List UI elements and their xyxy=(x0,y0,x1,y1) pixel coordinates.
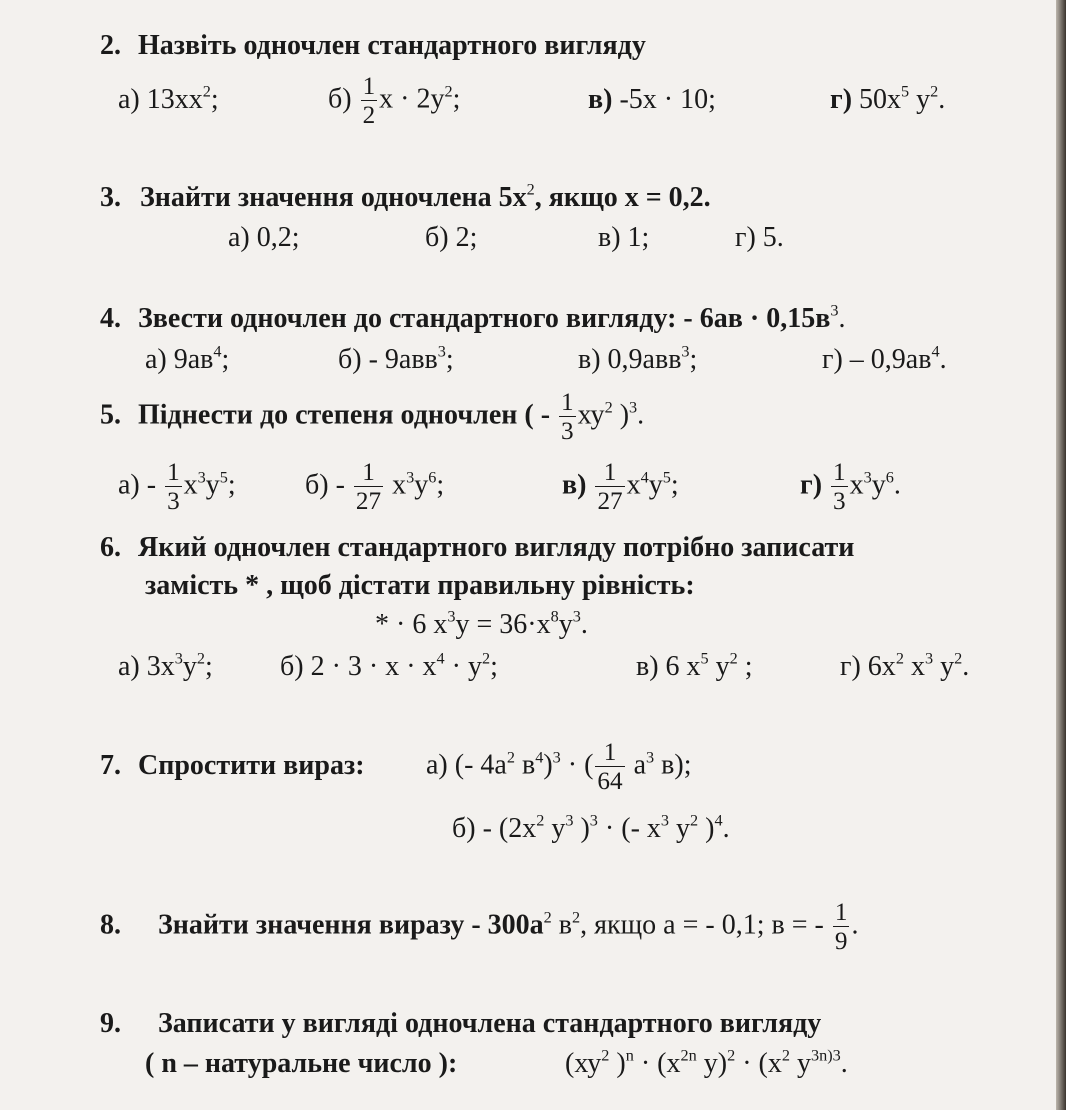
math-text: у xyxy=(205,469,220,501)
math-text: 2n xyxy=(680,1046,697,1065)
task-title: Назвіть одночлен стандартного вигляду xyxy=(138,30,646,61)
math-text: х xyxy=(903,651,925,682)
math-text: Звести одночлен до стандартного вигляду: - 6ав · 0,15в xyxy=(138,303,831,334)
task-6-option-c xyxy=(636,649,753,682)
math-text: Записати у вигляді одночлена стандартного вигляду xyxy=(158,1008,822,1039)
math-text: у xyxy=(708,651,730,682)
math-text: 2 xyxy=(572,908,581,927)
math-text: 6 xyxy=(428,468,437,487)
math-text: 3 xyxy=(833,488,846,516)
task-7-part-b xyxy=(452,811,730,844)
math-text: ) xyxy=(543,749,553,781)
page-edge-shadow xyxy=(1056,0,1066,1110)
task-4-option-c xyxy=(578,342,698,375)
math-text: · (х xyxy=(633,1048,681,1079)
math-text: 4 xyxy=(931,342,940,361)
math-text: 5 xyxy=(662,468,671,487)
math-text: 3 xyxy=(406,468,415,487)
math-text: в) 0,9авв xyxy=(578,344,682,375)
math-text: ; xyxy=(436,469,445,501)
math-text: . xyxy=(838,303,846,334)
math-text: в) xyxy=(588,84,613,115)
task-9-expression xyxy=(565,1046,848,1079)
math-text: . xyxy=(851,909,859,941)
fraction xyxy=(595,740,624,794)
math-text: 2 xyxy=(954,649,963,668)
fraction xyxy=(559,390,576,444)
fraction xyxy=(595,460,624,514)
math-text: у xyxy=(182,651,197,682)
math-text: ) xyxy=(612,399,630,431)
math-text: а) - xyxy=(118,469,157,501)
math-text: в) xyxy=(562,469,587,501)
math-text: у xyxy=(414,469,429,501)
math-text: . xyxy=(893,469,901,501)
math-text: ; xyxy=(227,469,236,501)
task-number: 6. xyxy=(100,532,121,563)
math-text: а) 9ав xyxy=(145,344,214,375)
math-text: ; xyxy=(737,651,753,682)
math-text: ; xyxy=(221,344,230,375)
task-number: 9. xyxy=(100,1008,121,1039)
math-text: 3 xyxy=(660,811,670,830)
math-text: 3 xyxy=(447,607,456,626)
math-text: ; xyxy=(689,344,698,375)
math-text: ; xyxy=(210,84,219,115)
math-text: 3n) xyxy=(810,1046,833,1065)
task-2-option-b xyxy=(328,74,460,128)
math-text: у = 36·х xyxy=(455,609,551,640)
task-5-option-a xyxy=(118,460,236,514)
math-text: 2 xyxy=(543,908,552,927)
math-text: Знайти значення одночлена 5х xyxy=(140,182,527,213)
task-2-heading xyxy=(100,32,646,60)
math-text: у) xyxy=(696,1048,728,1079)
task-number: 8. xyxy=(100,909,121,941)
math-text: ху xyxy=(577,399,605,431)
task-3-option-b: б) 2; xyxy=(425,222,478,253)
math-text: х · 2у xyxy=(379,83,445,115)
math-text: х xyxy=(626,469,641,501)
task-2-option-d xyxy=(830,82,946,115)
math-text: у xyxy=(544,813,566,844)
math-text: . xyxy=(939,344,947,375)
task-3-option-d: г) 5. xyxy=(735,222,784,253)
math-text: · (х xyxy=(735,1048,782,1079)
math-text: 2 xyxy=(444,82,453,101)
math-text: 5 xyxy=(700,649,709,668)
math-text: 2 xyxy=(729,649,738,668)
task-5-option-d xyxy=(800,460,901,514)
math-text: б) - (2х xyxy=(452,813,537,844)
math-text: 2 xyxy=(482,649,491,668)
math-text: 3 xyxy=(561,418,574,446)
math-text: х xyxy=(392,469,407,501)
math-text: 3 xyxy=(681,342,690,361)
math-text: 2 xyxy=(536,811,545,830)
fraction xyxy=(165,460,182,514)
math-text: 3 xyxy=(552,748,561,767)
task-3-heading xyxy=(100,180,711,213)
task-8-line xyxy=(100,900,858,954)
math-text: (ху xyxy=(565,1048,602,1079)
math-text: 3 xyxy=(437,342,446,361)
math-text: 2 xyxy=(930,82,939,101)
math-text: б) xyxy=(328,83,352,115)
math-text: б) - 9авв xyxy=(338,344,438,375)
task-number: 5. xyxy=(100,399,121,431)
math-text: * · 6 х xyxy=(375,609,448,640)
math-text: , якщо а = - 0,1; в = - xyxy=(580,909,824,941)
math-text: 3 xyxy=(565,811,574,830)
math-text: 2 xyxy=(196,649,206,668)
math-text: 2 xyxy=(506,748,515,767)
math-text: Який одночлен стандартного вигляду потрібно записати xyxy=(138,532,855,563)
math-text: 3 xyxy=(646,748,655,767)
math-text: 50х xyxy=(859,84,902,115)
math-text: 5 xyxy=(901,82,910,101)
math-text: 4 xyxy=(640,468,649,487)
math-text: Піднести до степеня одночлен ( - xyxy=(138,399,551,431)
task-5-heading xyxy=(100,390,644,444)
task-6-equation xyxy=(375,607,588,640)
math-text: у xyxy=(789,1048,811,1079)
math-text: 27 xyxy=(355,488,382,516)
math-text: ; xyxy=(490,651,498,682)
math-text: у xyxy=(648,469,663,501)
math-text: Спростити вираз: xyxy=(138,750,365,781)
task-4-option-a xyxy=(145,342,230,375)
task-number: 2. xyxy=(100,30,121,61)
math-text: 2 xyxy=(202,82,211,101)
math-text: . xyxy=(580,609,588,640)
math-text: ; xyxy=(670,469,679,501)
math-text: 3 xyxy=(167,488,180,516)
math-text: 5 xyxy=(219,468,228,487)
math-text: а) xyxy=(118,84,140,115)
math-text: а) (- 4а xyxy=(426,749,507,781)
task-2-option-c xyxy=(588,86,716,114)
task-number: 4. xyxy=(100,303,121,334)
math-text: n xyxy=(625,1046,634,1065)
math-text: 3 xyxy=(197,468,206,487)
task-6-option-b xyxy=(280,649,498,682)
math-text: 3 xyxy=(629,398,638,417)
math-text: 1 xyxy=(354,460,383,487)
math-text: 3 xyxy=(830,301,839,320)
math-text: 6 xyxy=(885,468,894,487)
math-text: 1 xyxy=(167,459,180,486)
math-text: 3 xyxy=(174,649,183,668)
math-text: г) xyxy=(800,469,823,501)
math-text: 3 xyxy=(924,649,934,668)
math-text: 64 xyxy=(597,768,623,796)
math-text: а) 3х xyxy=(118,651,175,682)
math-text: 3 xyxy=(863,468,872,487)
math-text: у xyxy=(669,813,691,844)
math-text: 2 xyxy=(895,649,904,668)
math-text: ) xyxy=(573,813,590,844)
task-6-heading-line-2: замість * , щоб дістати правильну рівність: xyxy=(145,570,695,601)
math-text: в) 6 х xyxy=(636,651,701,682)
task-4-option-b xyxy=(338,342,454,375)
math-text: х xyxy=(183,469,198,501)
task-4-heading xyxy=(100,301,846,334)
math-text: 2 xyxy=(601,1046,610,1065)
math-text: б) 2 · 3 · х · х xyxy=(280,651,437,682)
math-text: г) xyxy=(830,84,853,115)
math-text: -5х · 10; xyxy=(619,84,716,115)
math-text: · ( xyxy=(560,749,594,781)
math-text: 4 xyxy=(535,748,544,767)
math-text: 13хх xyxy=(146,84,203,115)
math-text: г) – 0,9ав xyxy=(822,344,932,375)
task-2-option-a xyxy=(118,82,219,115)
math-text: ) xyxy=(609,1048,626,1079)
task-3-option-a: а) 0,2; xyxy=(228,222,300,253)
task-5-option-c xyxy=(562,460,679,514)
math-text: у xyxy=(933,651,955,682)
task-6-option-a xyxy=(118,649,213,682)
math-text: . xyxy=(637,399,645,431)
math-text: 1 xyxy=(561,389,574,416)
math-text: 8 xyxy=(550,607,559,626)
fraction xyxy=(354,460,383,514)
math-text: ) xyxy=(698,813,715,844)
math-text: 2 xyxy=(526,180,535,199)
math-text: 27 xyxy=(597,488,623,516)
math-text: 3 xyxy=(572,607,581,626)
task-4-option-d xyxy=(822,342,947,375)
math-text: ; xyxy=(205,651,213,682)
math-text: 1 xyxy=(595,460,624,487)
math-text: 1 xyxy=(595,740,624,767)
math-text: 4 xyxy=(213,342,222,361)
math-text: 3 xyxy=(589,811,598,830)
fraction xyxy=(831,460,848,514)
task-number: 7. xyxy=(100,750,121,781)
math-text: в xyxy=(551,909,573,941)
math-text: в xyxy=(514,749,536,781)
math-text: г) 6х xyxy=(840,651,896,682)
fraction xyxy=(361,74,378,128)
math-text: а xyxy=(626,749,647,781)
math-text: 4 xyxy=(714,811,723,830)
math-text: у xyxy=(558,609,573,640)
task-6-heading xyxy=(100,534,854,562)
math-text: в); xyxy=(654,749,692,781)
math-text: . xyxy=(840,1048,848,1079)
math-text: ; xyxy=(445,344,454,375)
math-text: 1 xyxy=(834,899,848,926)
task-9-note: ( n – натуральне число ): xyxy=(145,1048,458,1079)
fraction xyxy=(833,900,850,954)
math-text: . xyxy=(938,84,946,115)
math-text: 1 xyxy=(362,73,376,100)
task-3-option-c: в) 1; xyxy=(598,222,650,253)
math-text: 2 xyxy=(781,1046,790,1065)
task-5-option-b xyxy=(305,460,444,514)
math-text: , якщо х = 0,2. xyxy=(534,182,711,213)
task-7-part-a xyxy=(426,740,692,794)
math-text: 1 xyxy=(833,459,846,486)
math-text: б) - xyxy=(305,469,345,501)
math-text: . xyxy=(962,651,970,682)
task-7-heading xyxy=(100,752,365,780)
math-text: 2 xyxy=(690,811,699,830)
math-text: 2 xyxy=(362,102,376,130)
task-9-heading xyxy=(100,1010,821,1038)
math-text: у xyxy=(909,84,931,115)
math-text: х xyxy=(849,469,864,501)
math-text: 3 xyxy=(832,1046,841,1065)
math-text: . xyxy=(722,813,730,844)
math-text: 2 xyxy=(727,1046,736,1065)
math-text: ; xyxy=(452,83,461,115)
math-text: 4 xyxy=(436,649,445,668)
math-text: · (- х xyxy=(597,813,661,844)
math-text: 2 xyxy=(604,398,613,417)
math-text: у xyxy=(871,469,886,501)
math-text: Знайти значення виразу - 300а xyxy=(158,909,544,941)
math-text: 9 xyxy=(834,928,848,956)
task-6-option-d xyxy=(840,649,970,682)
math-text: · у xyxy=(444,651,482,682)
task-number: 3. xyxy=(100,182,121,213)
